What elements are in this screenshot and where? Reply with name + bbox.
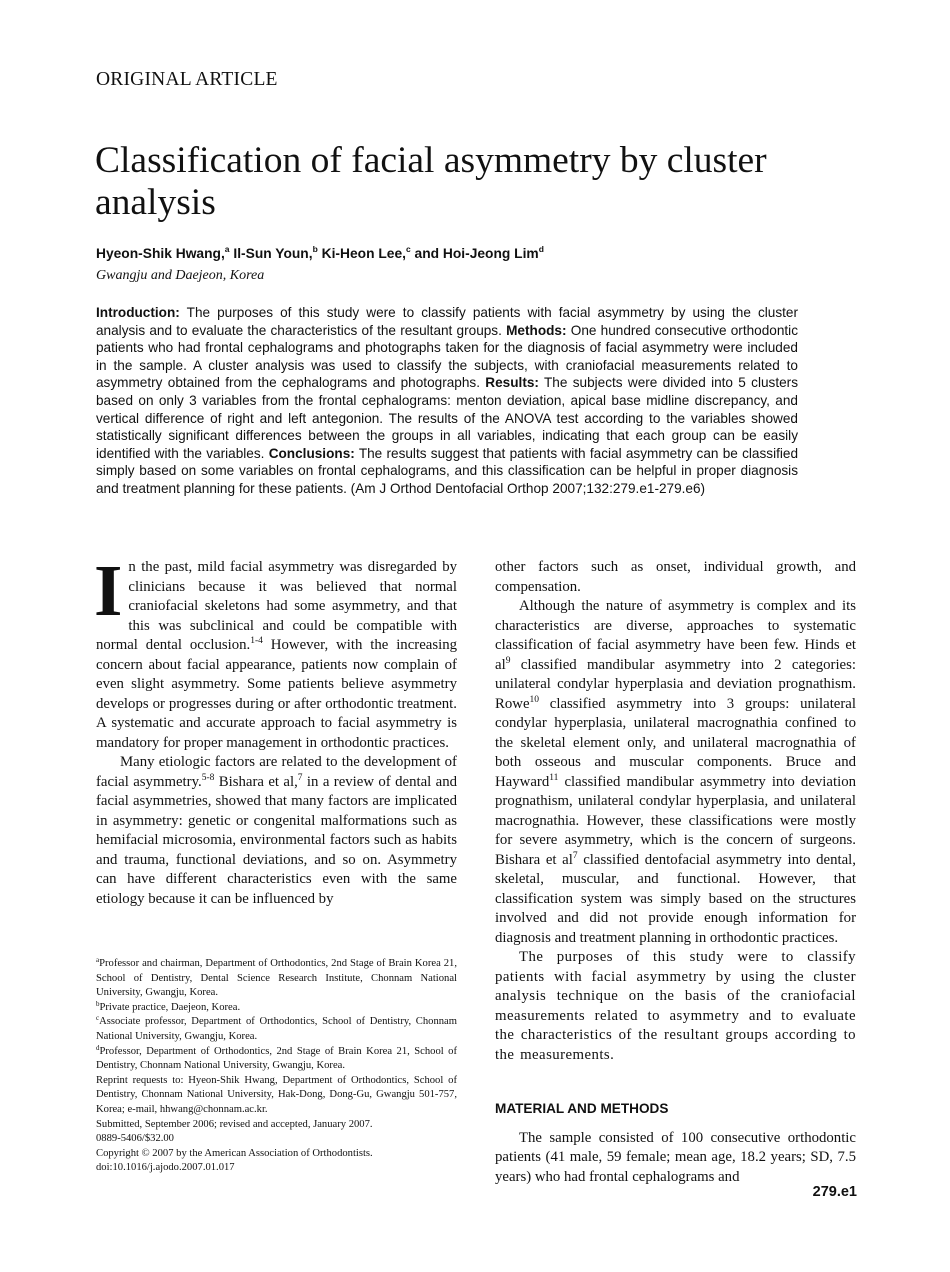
abstract-conclusions-label: Conclusions:: [268, 445, 355, 461]
reference-mark: 7: [297, 772, 303, 783]
author-name: Ki-Heon Lee,: [321, 246, 406, 261]
body-paragraph: Although the nature of asymmetry is complex and its characteristics are diverse, approaches to systematic classification of facial asymmetry have been few. Hinds et $al^9$ classified mandibular asymmetry into 2 categories: unilateral condylar hyperplasia and deviation prognathism. Rowe$^{10}$ classified asymmetry into 3 groups: unilateral condylar hyperplasia, unilateral macrognathia confined to the skeletal element only, and unilateral macrognathia of both osseous and muscular components. Bruce and Hayward$^{11}$ classified mandibular asymmetry into deviation prognathism, unilateral condylar hyperplasia, and unilateral macrognathia. However, these classifications were mostly for severe asymmetry, which is the concern of surgeons. Bishara et $al^7$ classified dentofacial asymmetry into dental, skeletal, muscular, and functional. However, that classification system was simply based on the structures involved and did not provide enough information for diagnosis and treatment planning in orthodontic practices.: [495, 598, 856, 946]
article-title: Classification of facial asymmetry by cluster analysis: [95, 140, 767, 223]
body-column-right: [495, 558, 856, 1187]
submission-note: Submitted, September 2006; revised and accepted, January 2007.: [96, 1118, 373, 1130]
footnote: $^b$Private practice, Daejeon, Korea.: [96, 999, 241, 1013]
abstract-methods-text: One hundred consecutive orthodontic patients who had frontal cephalograms and photographs taken for the diagnosis of facial asymmetry were included in the sample. A cluster analysis was used to classify the subjects, with craniofacial measurements related to asymmetry obtained from the cephalograms and photographs.: [96, 322, 799, 391]
reference-mark: 9: [505, 655, 511, 666]
abstract: [96, 304, 798, 498]
issn-note: 0889-5406/$32.00: [96, 1133, 174, 1145]
author-list: [96, 246, 544, 261]
body-paragraph: other factors such as onset, individual growth, and compensation.: [495, 559, 856, 595]
drop-cap: I: [94, 550, 123, 631]
abstract-results-text: The subjects were divided into 5 clusters based on only 3 variables from the frontal cephalograms: menton deviation, apical base midline discrepancy, and vertical difference of right and left antegonion. The results of the ANOVA test according to the variables showed statistically significant differences between the groups in all variables, indicating that each group can be easily identified with the variables.: [96, 375, 798, 461]
reference-mark: 11: [549, 772, 559, 783]
affiliation-mark: d: [538, 244, 544, 254]
author-location: Gwangju and Daejeon, Korea: [96, 268, 265, 283]
abstract-intro-text: The purposes of this study were to classify patients with facial asymmetry by using the cluster analysis and to evaluate the characteristics of the resultant groups.: [96, 305, 799, 338]
reference-mark: 5-8: [201, 772, 215, 783]
reference-mark: 1-4: [250, 636, 263, 646]
reprint-note: Reprint requests to: Hyeon-Shik Hwang, Department of Orthodontics, School of Dentistry, Chonnam National University, Hak-Dong, Dong-Gu, Gwangju 501-757, Korea; e-mail, hhwang@chonnam.ac.kr.: [96, 1074, 457, 1115]
doi-link[interactable]: doi:10.1016/j.ajodo.2007.01.017: [96, 1162, 235, 1174]
affiliation-mark: c: [405, 244, 411, 254]
reference-mark: 7: [572, 850, 578, 861]
footnotes: [96, 957, 457, 1176]
body-paragraph: The purposes of this study were to classify patients with facial asymmetry by using the cluster analysis technique on the basis of the craniofacial measurements related to asymmetry and to evaluate the characteristics of the resultant groups according to the measurements.: [495, 949, 856, 1063]
affiliation-mark: a: [224, 244, 230, 254]
footnote: $^a$Professor and chairman, Department of Orthodontics, 2nd Stage of Brain Korea 21, School of Dentistry, Dental Science Research Institute, Chonnam National University, Gwangju, Korea.: [96, 956, 457, 999]
body-column-left: [94, 550, 457, 909]
reference-mark: 10: [529, 694, 540, 705]
copyright-note: Copyright © 2007 by the American Association of Orthodontists.: [96, 1147, 373, 1159]
author-name: Il-Sun Youn,: [233, 246, 313, 261]
abstract-conclusions-text: The results suggest that patients with facial asymmetry can be classified simply based on some variables on frontal cephalograms, and this classification can be helpful in proper diagnosis and treatment planning for these patients. (Am J Orthod Dentofacial Orthop 2007;132:279.e1-279.e6): [96, 445, 799, 496]
section-label: ORIGINAL ARTICLE: [96, 69, 278, 90]
author-name: and Hoi-Jeong Lim: [414, 246, 539, 261]
body-paragraph: Many etiologic factors are related to the development of facial asymmetry.$^{5-8}$ Bishara et al,$^7$ in a review of dental and facial asymmetries, showed that many factors are implicated in asymmetry: genetic or congenital malformations such as hemifacial microsomia, environmental factors such as habits and trauma, functional deviations, and so on. Asymmetry can have different characteristics even with the same etiology because it can be influenced by: [96, 754, 457, 907]
abstract-intro-label: Introduction:: [96, 305, 180, 320]
abstract-methods-label: Methods:: [506, 322, 567, 338]
author-name: Hyeon-Shik Hwang,: [96, 246, 225, 261]
abstract-results-label: Results:: [485, 375, 539, 391]
page-number: 279.e1: [812, 1184, 857, 1200]
footnote: $^d$Professor, Department of Orthodontics, 2nd Stage of Brain Korea 21, School of Dentistry, Chonnam National University, Gwangju, Korea.: [96, 1043, 457, 1072]
body-paragraph: In the past, mild facial asymmetry was disregarded by clinicians because it was believed that normal craniofacial skeletons had some asymmetry, and that this was subclinical and could be compatible with normal dental occlusion.$^{1-4}$ However, with the increasing concern about facial appearance, patients now complain of even slight asymmetry. Some patients believe asymmetry develops or progresses during or after orthodontic treatment. A systematic and accurate approach to facial asymmetry is mandatory for proper management in orthodontic practices.: [94, 550, 457, 751]
footnote: $^c$Associate professor, Department of Orthodontics, School of Dentistry, Chonnam National University, Gwangju, Korea.: [96, 1014, 457, 1042]
body-paragraph: The sample consisted of 100 consecutive orthodontic patients (41 male, 59 female; mean age, 18.2 years; SD, 7.5 years) who had frontal cephalograms and: [495, 1129, 856, 1185]
section-heading: MATERIAL AND METHODS: [495, 1101, 669, 1116]
affiliation-mark: b: [312, 244, 318, 254]
